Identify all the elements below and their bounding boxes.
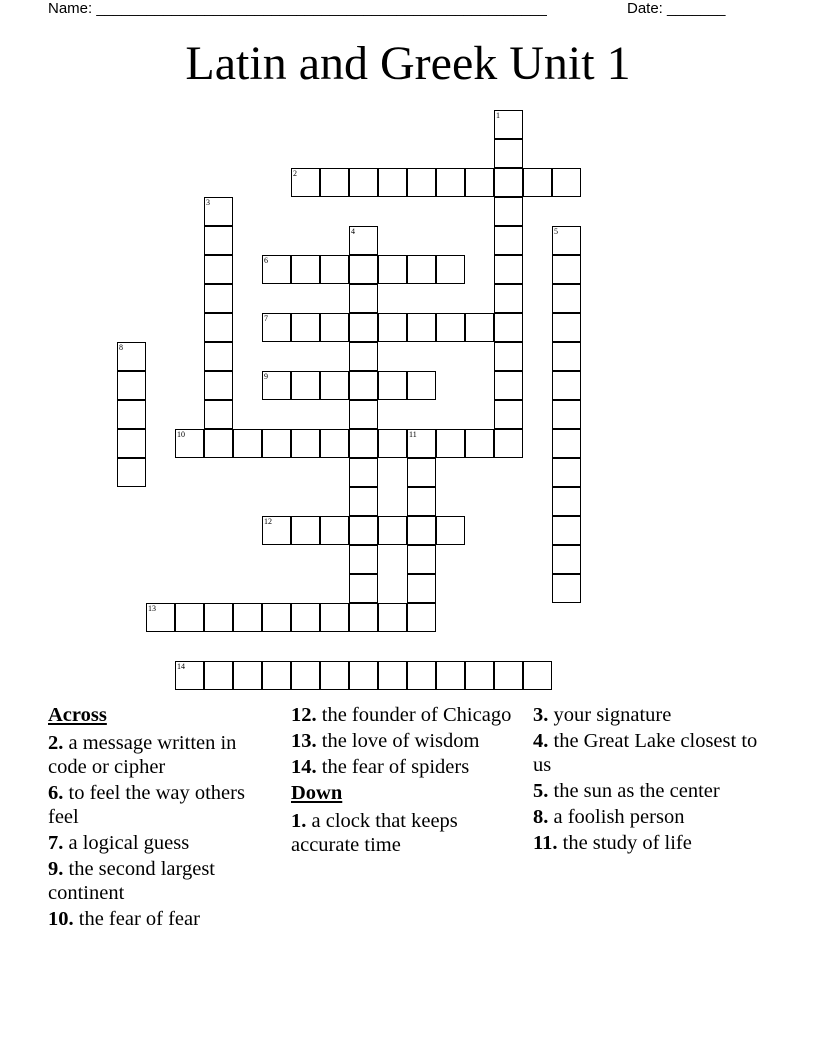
grid-cell[interactable] xyxy=(494,168,523,197)
clue-item-number: 10. xyxy=(48,908,74,930)
grid-cell[interactable] xyxy=(407,574,436,603)
clue-item xyxy=(291,703,521,727)
grid-cell[interactable] xyxy=(117,458,146,487)
grid-cell[interactable] xyxy=(349,313,378,342)
grid-cell[interactable] xyxy=(146,603,175,632)
grid-cell[interactable] xyxy=(552,458,581,487)
grid-cell[interactable] xyxy=(204,197,233,226)
grid-cell[interactable] xyxy=(552,516,581,545)
clue-item-text: the second largest continent xyxy=(48,858,215,904)
clue-number: 10 xyxy=(177,430,185,439)
grid-cell[interactable] xyxy=(262,429,291,458)
grid-cell[interactable] xyxy=(552,487,581,516)
clue-item-text: the study of life xyxy=(562,832,692,854)
grid-cell[interactable] xyxy=(204,342,233,371)
grid-cell[interactable] xyxy=(407,603,436,632)
grid-cell[interactable] xyxy=(204,429,233,458)
grid-cell[interactable] xyxy=(175,603,204,632)
grid-cell[interactable] xyxy=(204,371,233,400)
clue-number: 14 xyxy=(177,662,185,671)
grid-cell[interactable] xyxy=(262,371,291,400)
clue-number: 11 xyxy=(409,430,417,439)
grid-cell[interactable] xyxy=(494,226,523,255)
clue-item xyxy=(533,831,763,855)
grid-cell[interactable] xyxy=(407,458,436,487)
grid-cell[interactable] xyxy=(204,255,233,284)
grid-cell[interactable] xyxy=(465,661,494,690)
grid-cell[interactable] xyxy=(494,371,523,400)
grid-cell[interactable] xyxy=(378,371,407,400)
clue-item-number: 14. xyxy=(291,756,317,778)
clue-item xyxy=(533,703,763,727)
grid-cell[interactable] xyxy=(349,516,378,545)
clue-item-text: a logical guess xyxy=(68,832,190,854)
grid-cell[interactable] xyxy=(291,661,320,690)
grid-cell[interactable] xyxy=(494,139,523,168)
clue-item xyxy=(48,731,278,779)
grid-cell[interactable] xyxy=(407,313,436,342)
grid-cell[interactable] xyxy=(378,661,407,690)
clue-item xyxy=(48,857,278,905)
clue-item xyxy=(291,729,521,753)
clue-item-number: 4. xyxy=(533,730,549,752)
grid-cell[interactable] xyxy=(349,603,378,632)
page-title: Latin and Greek Unit 1 xyxy=(185,37,631,90)
clue-item-number: 2. xyxy=(48,732,64,754)
grid-cell[interactable] xyxy=(465,429,494,458)
grid-cell[interactable] xyxy=(291,516,320,545)
clue-item-number: 12. xyxy=(291,704,317,726)
grid-cell[interactable] xyxy=(378,516,407,545)
grid-cell[interactable] xyxy=(117,429,146,458)
clue-item xyxy=(48,781,278,829)
grid-cell[interactable] xyxy=(204,603,233,632)
grid-cell[interactable] xyxy=(320,168,349,197)
grid-cell[interactable] xyxy=(436,429,465,458)
grid-cell[interactable] xyxy=(552,255,581,284)
grid-cell[interactable] xyxy=(233,429,262,458)
grid-cell[interactable] xyxy=(552,313,581,342)
clue-number: 13 xyxy=(148,604,156,613)
clue-number: 3 xyxy=(206,198,210,207)
clue-column-1 xyxy=(48,703,278,933)
clue-number: 7 xyxy=(264,314,268,323)
clue-number: 2 xyxy=(293,169,297,178)
grid-cell[interactable] xyxy=(320,516,349,545)
grid-cell[interactable] xyxy=(349,487,378,516)
clue-item xyxy=(533,805,763,829)
clue-item-text: the sun as the center xyxy=(553,780,720,802)
clue-number: 12 xyxy=(264,517,272,526)
grid-cell[interactable] xyxy=(494,110,523,139)
grid-cell[interactable] xyxy=(349,226,378,255)
grid-cell[interactable] xyxy=(117,400,146,429)
clue-item-number: 6. xyxy=(48,782,64,804)
grid-cell[interactable] xyxy=(320,255,349,284)
grid-cell[interactable] xyxy=(494,400,523,429)
grid-cell[interactable] xyxy=(291,371,320,400)
grid-cell[interactable] xyxy=(494,284,523,313)
clue-number: 4 xyxy=(351,227,355,236)
clue-number: 8 xyxy=(119,343,123,352)
grid-cell[interactable] xyxy=(436,516,465,545)
grid-cell[interactable] xyxy=(407,545,436,574)
grid-cell[interactable] xyxy=(494,661,523,690)
grid-cell[interactable] xyxy=(349,545,378,574)
grid-cell[interactable] xyxy=(552,371,581,400)
grid-cell[interactable] xyxy=(436,168,465,197)
grid-cell[interactable] xyxy=(378,255,407,284)
clue-item-text: a message written in code or cipher xyxy=(48,732,237,778)
grid-cell[interactable] xyxy=(552,226,581,255)
grid-cell[interactable] xyxy=(494,197,523,226)
clue-item-text: the fear of fear xyxy=(78,908,200,930)
clue-item-number: 7. xyxy=(48,832,64,854)
clue-item-text: the Great Lake closest to us xyxy=(533,730,758,776)
grid-cell[interactable] xyxy=(552,574,581,603)
grid-cell[interactable] xyxy=(349,284,378,313)
grid-cell[interactable] xyxy=(407,487,436,516)
clue-item xyxy=(533,729,763,777)
grid-cell[interactable] xyxy=(320,661,349,690)
grid-cell[interactable] xyxy=(204,313,233,342)
grid-cell[interactable] xyxy=(378,168,407,197)
grid-cell[interactable] xyxy=(552,284,581,313)
clue-number: 6 xyxy=(264,256,268,265)
grid-cell[interactable] xyxy=(436,255,465,284)
grid-cell[interactable] xyxy=(204,661,233,690)
grid-cell[interactable] xyxy=(291,168,320,197)
clue-item-text: to feel the way others feel xyxy=(48,782,245,828)
grid-cell[interactable] xyxy=(262,255,291,284)
grid-cell[interactable] xyxy=(204,226,233,255)
grid-cell[interactable] xyxy=(552,400,581,429)
grid-cell[interactable] xyxy=(465,313,494,342)
grid-cell[interactable] xyxy=(407,661,436,690)
grid-cell[interactable] xyxy=(349,574,378,603)
clue-item-number: 8. xyxy=(533,806,549,828)
grid-cell[interactable] xyxy=(494,313,523,342)
grid-cell[interactable] xyxy=(117,371,146,400)
grid-cell[interactable] xyxy=(552,545,581,574)
grid-cell[interactable] xyxy=(291,429,320,458)
grid-cell[interactable] xyxy=(378,429,407,458)
grid-cell[interactable] xyxy=(436,661,465,690)
grid-cell[interactable] xyxy=(407,516,436,545)
grid-cell[interactable] xyxy=(349,342,378,371)
grid-cell[interactable] xyxy=(349,168,378,197)
grid-cell[interactable] xyxy=(233,603,262,632)
grid-cell[interactable] xyxy=(523,661,552,690)
grid-cell[interactable] xyxy=(117,342,146,371)
grid-cell[interactable] xyxy=(291,313,320,342)
grid-cell[interactable] xyxy=(262,313,291,342)
grid-cell[interactable] xyxy=(262,603,291,632)
clue-number: 9 xyxy=(264,372,268,381)
clue-item-text: a foolish person xyxy=(553,806,685,828)
grid-cell[interactable] xyxy=(233,661,262,690)
clue-item-text: the love of wisdom xyxy=(321,730,480,752)
grid-cell[interactable] xyxy=(204,400,233,429)
clue-item xyxy=(533,779,763,803)
clue-item-text: a clock that keeps accurate time xyxy=(291,810,458,856)
clue-item-number: 13. xyxy=(291,730,317,752)
grid-cell[interactable] xyxy=(291,255,320,284)
grid-cell[interactable] xyxy=(494,342,523,371)
clue-item xyxy=(291,809,521,857)
grid-cell[interactable] xyxy=(204,284,233,313)
clue-item-number: 11. xyxy=(533,832,558,854)
grid-cell[interactable] xyxy=(291,603,320,632)
grid-cell[interactable] xyxy=(494,429,523,458)
clue-item-text: the fear of spiders xyxy=(321,756,470,778)
grid-cell[interactable] xyxy=(407,255,436,284)
grid-cell[interactable] xyxy=(349,429,378,458)
grid-cell[interactable] xyxy=(407,371,436,400)
grid-cell[interactable] xyxy=(407,168,436,197)
grid-cell[interactable] xyxy=(349,400,378,429)
grid-cell[interactable] xyxy=(262,661,291,690)
clue-number: 1 xyxy=(496,111,500,120)
grid-cell[interactable] xyxy=(378,603,407,632)
grid-cell[interactable] xyxy=(320,313,349,342)
grid-cell[interactable] xyxy=(262,516,291,545)
grid-cell[interactable] xyxy=(320,371,349,400)
grid-cell[interactable] xyxy=(320,603,349,632)
grid-cell[interactable] xyxy=(349,371,378,400)
grid-cell[interactable] xyxy=(349,458,378,487)
clue-number: 5 xyxy=(554,227,558,236)
grid-cell[interactable] xyxy=(407,429,436,458)
grid-cell[interactable] xyxy=(320,429,349,458)
across-heading: Across xyxy=(48,704,107,726)
down-heading: Down xyxy=(291,782,343,804)
clue-item xyxy=(48,907,278,931)
clue-item xyxy=(291,755,521,779)
grid-cell[interactable] xyxy=(349,255,378,284)
grid-cell[interactable] xyxy=(175,429,204,458)
date-field[interactable]: Date: _______ xyxy=(627,0,726,17)
clue-item-text: the founder of Chicago xyxy=(321,704,512,726)
grid-cell[interactable] xyxy=(349,661,378,690)
grid-cell[interactable] xyxy=(552,429,581,458)
clue-column-3 xyxy=(533,703,763,857)
clue-item-text: your signature xyxy=(553,704,672,726)
grid-cell[interactable] xyxy=(552,342,581,371)
clue-item-number: 5. xyxy=(533,780,549,802)
grid-cell[interactable] xyxy=(175,661,204,690)
clue-item-number: 9. xyxy=(48,858,64,880)
grid-cell[interactable] xyxy=(494,255,523,284)
grid-cell[interactable] xyxy=(523,168,552,197)
clue-item-number: 1. xyxy=(291,810,307,832)
grid-cell[interactable] xyxy=(465,168,494,197)
clue-item-number: 3. xyxy=(533,704,549,726)
clue-item xyxy=(48,831,278,855)
grid-cell[interactable] xyxy=(436,313,465,342)
grid-cell[interactable] xyxy=(378,313,407,342)
name-field[interactable]: Name: ______________________________________________________ xyxy=(48,0,547,17)
grid-cell[interactable] xyxy=(552,168,581,197)
clue-column-2 xyxy=(291,703,521,859)
